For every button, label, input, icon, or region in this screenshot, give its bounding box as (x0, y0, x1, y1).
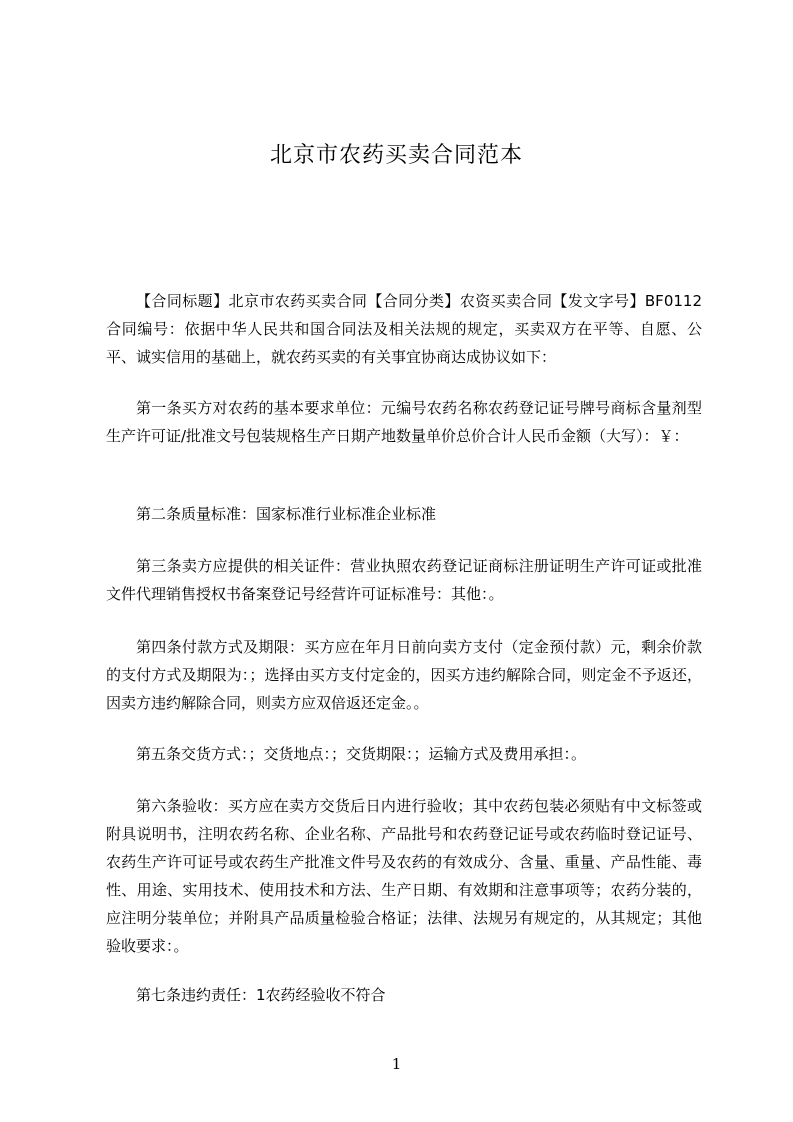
article-5-paragraph: 第五条交货方式：；交货地点：；交货期限：；运输方式及费用承担：。 (136, 745, 587, 763)
page-number: 1 (391, 1055, 402, 1073)
article-2-paragraph: 第二条质量标准：国家标准行业标准企业标准 (136, 505, 437, 523)
contract-header-paragraph: 【合同标题】北京市农药买卖合同【合同分类】农资买卖合同【发文字号】BF0112合同编号：依据中华人民共和国合同法及相关法规的规定，买卖双方在平等、自愿、公平、诚实信用的基础上，就农药买卖的有关事宜协商达成协议如下： (106, 292, 702, 366)
article-6-paragraph: 第六条验收：买方应在卖方交货后日内进行验收；其中农药包装必须贴有中文标签或附具说明书，注明农药名称、企业名称、产品批号和农药登记证号或农药临时登记证号、农药生产许可证号或农药生产批准文件号及农药的有效成分、含量、重量、产品性能、毒性、用途、实用技术、使用技术和方法、生产日期、有效期和注意事项等；农药分装的，应注明分装单位；并附具产品质量检验合格证；法律、法规另有规定的，从其规定；其他验收要求：。 (106, 797, 702, 955)
article-3-paragraph: 第三条卖方应提供的相关证件：营业执照农药登记证商标注册证明生产许可证或批准文件代理销售授权书备案登记号经营许可证标准号：其他：。 (106, 557, 702, 603)
article-1-paragraph: 第一条买方对农药的基本要求单位：元编号农药名称农药登记证号牌号商标含量剂型生产许可证/批准文号包装规格生产日期产地数量单价总价合计人民币金额（大写）：￥： (106, 399, 702, 445)
article-4-paragraph: 第四条付款方式及期限：买方应在年月日前向卖方支付（定金预付款）元，剩余价款的支付方式及期限为：；选择由买方支付定金的，因买方违约解除合同，则定金不予返还，因卖方违约解除合同，则卖方应双倍返还定金。。 (106, 638, 702, 712)
document-title: 北京市农药买卖合同范本 (269, 143, 523, 168)
article-7-paragraph: 第七条违约责任：1农药经验收不符合 (136, 986, 386, 1004)
